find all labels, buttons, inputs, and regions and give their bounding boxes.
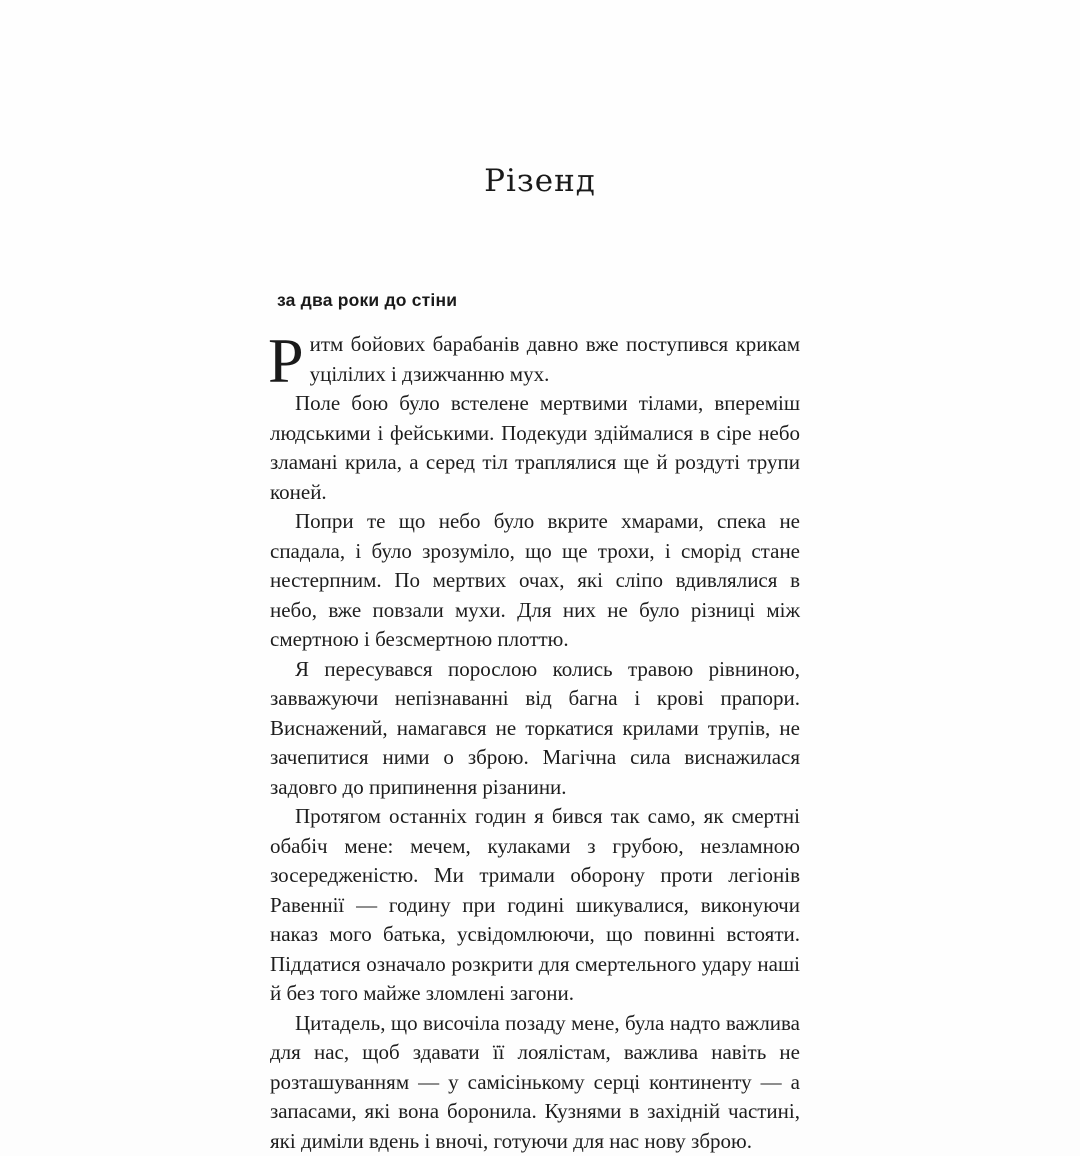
chapter-title: Різенд	[0, 163, 1080, 199]
paragraph-5: Протягом останніх годин я бився так само, як смертні обабіч мене: мечем, кулаками з грубою, незламною зосередженістю. Ми тримали оборону проти легіонів Равеннії — годину при годині шикувалися, виконуючи наказ мого батька, усвідомлюючи, що повинні встояти. Піддатися означало розкрити для смертельного удару наші й без того майже зломлені загони.	[270, 802, 800, 1009]
paragraph-3: Попри те що небо було вкрите хмарами, спека не спадала, і було зрозуміло, що ще трохи, і сморід стане нестерпним. По мертвих очах, які сліпо вдивлялися в небо, вже повзали мухи. Для них не було різниці між смертною і безсмертною плоттю.	[270, 507, 800, 655]
paragraph-1	[270, 330, 800, 389]
paragraph-6: Цитадель, що височіла позаду мене, була надто важлива для нас, щоб здавати її лоялістам, важлива навіть не розташуванням — у самісінькому серці континенту — а запасами, які вона боронила. Кузнями в західній частині, які диміли вдень і вночі, готуючи для нас нову зброю.	[270, 1009, 800, 1156]
paragraph-1-text: итм бойових барабанів давно вже поступився крикам уцілілих і дзижчанню мух.	[310, 332, 800, 386]
body-text	[270, 330, 800, 1156]
paragraph-2: Поле бою було встелене мертвими тілами, впереміш людськими і фейськими. Подекуди здіймалися в сіре небо зламані крила, а серед тіл траплялися ще й роздуті трупи коней.	[270, 389, 800, 507]
drop-cap: Р	[268, 334, 304, 388]
section-heading: за два роки до стіни	[277, 290, 457, 311]
paragraph-4: Я пересувався порослою колись травою рівниною, завважуючи непізнаванні від багна і крові прапори. Виснажений, намагався не торкатися крилами трупів, не зачепитися ними о зброю. Магічна сила виснажилася задовго до припинення різанини.	[270, 655, 800, 803]
